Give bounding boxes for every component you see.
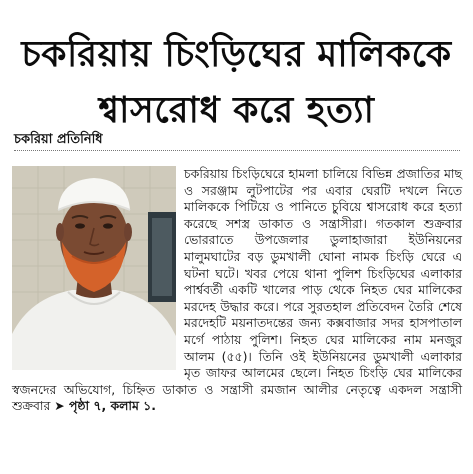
headline: [0, 27, 473, 139]
byline-divider: [14, 150, 460, 151]
headline-line-1: চকরিয়ায় চিংড়িঘের মালিককে: [21, 34, 452, 76]
headline-line-2: শ্বাসরোধ করে হত্যা: [98, 90, 375, 132]
article-body: [12, 166, 462, 415]
photo-spacer: [12, 166, 184, 370]
continuation-reference: ➤ পৃষ্ঠা ৭, কলাম ১.: [54, 398, 156, 414]
article-paragraph: চকরিয়ায় চিংড়িঘেরে হামলা চালিয়ে বিভিন্ন প্রজাতির মাছ ও সরঞ্জাম লুটপাটের পর এবার ঘেরটি দখলে নিতে মালিককে পিটিয়ে ও পানিতে চুবিয়ে শ্বাসরোধ করে হত্যা করেছে সশস্ত্র ডাকাত ও সন্ত্রাসীরা। গতকাল শুক্রবার ভোররাতে উপজেলার ডুলাহাজারা ইউনিয়নের মালুমঘাটের বড় ডুমখালী ঘোনা নামক চিংড়ি ঘেরে এ ঘটনা ঘটে। খবর পেয়ে থানা পুলিশ চিংড়িঘের এলাকার পার্শ্ববর্তী একটি খালের পাড় থেকে নিহত ঘের মালিকের মরদেহ উদ্ধার করে। পরে সুরতহাল প্রতিবেদন তৈরি শেষে মরদেহটি ময়নাতদন্তের জন্য কক্সবাজার সদর হাসপাতাল মর্গে পাঠায় পুলিশ। নিহত ঘের মালিকের নাম মনজুর আলম (৫৫)। তিনি ওই ইউনিয়নের ডুমখালী এলাকার মৃত জাফর আলমের ছেলে। নিহত চিংড়ি ঘের মালিকের স্বজনদের অভিযোগ, চিহ্নিত ডাকাত ও সন্ত্রাসী রমজান আলীর নেতৃত্বে একদল সন্ত্রাসী শুক্রবার: [12, 166, 462, 414]
byline: চকরিয়া প্রতিনিধি: [14, 132, 103, 147]
